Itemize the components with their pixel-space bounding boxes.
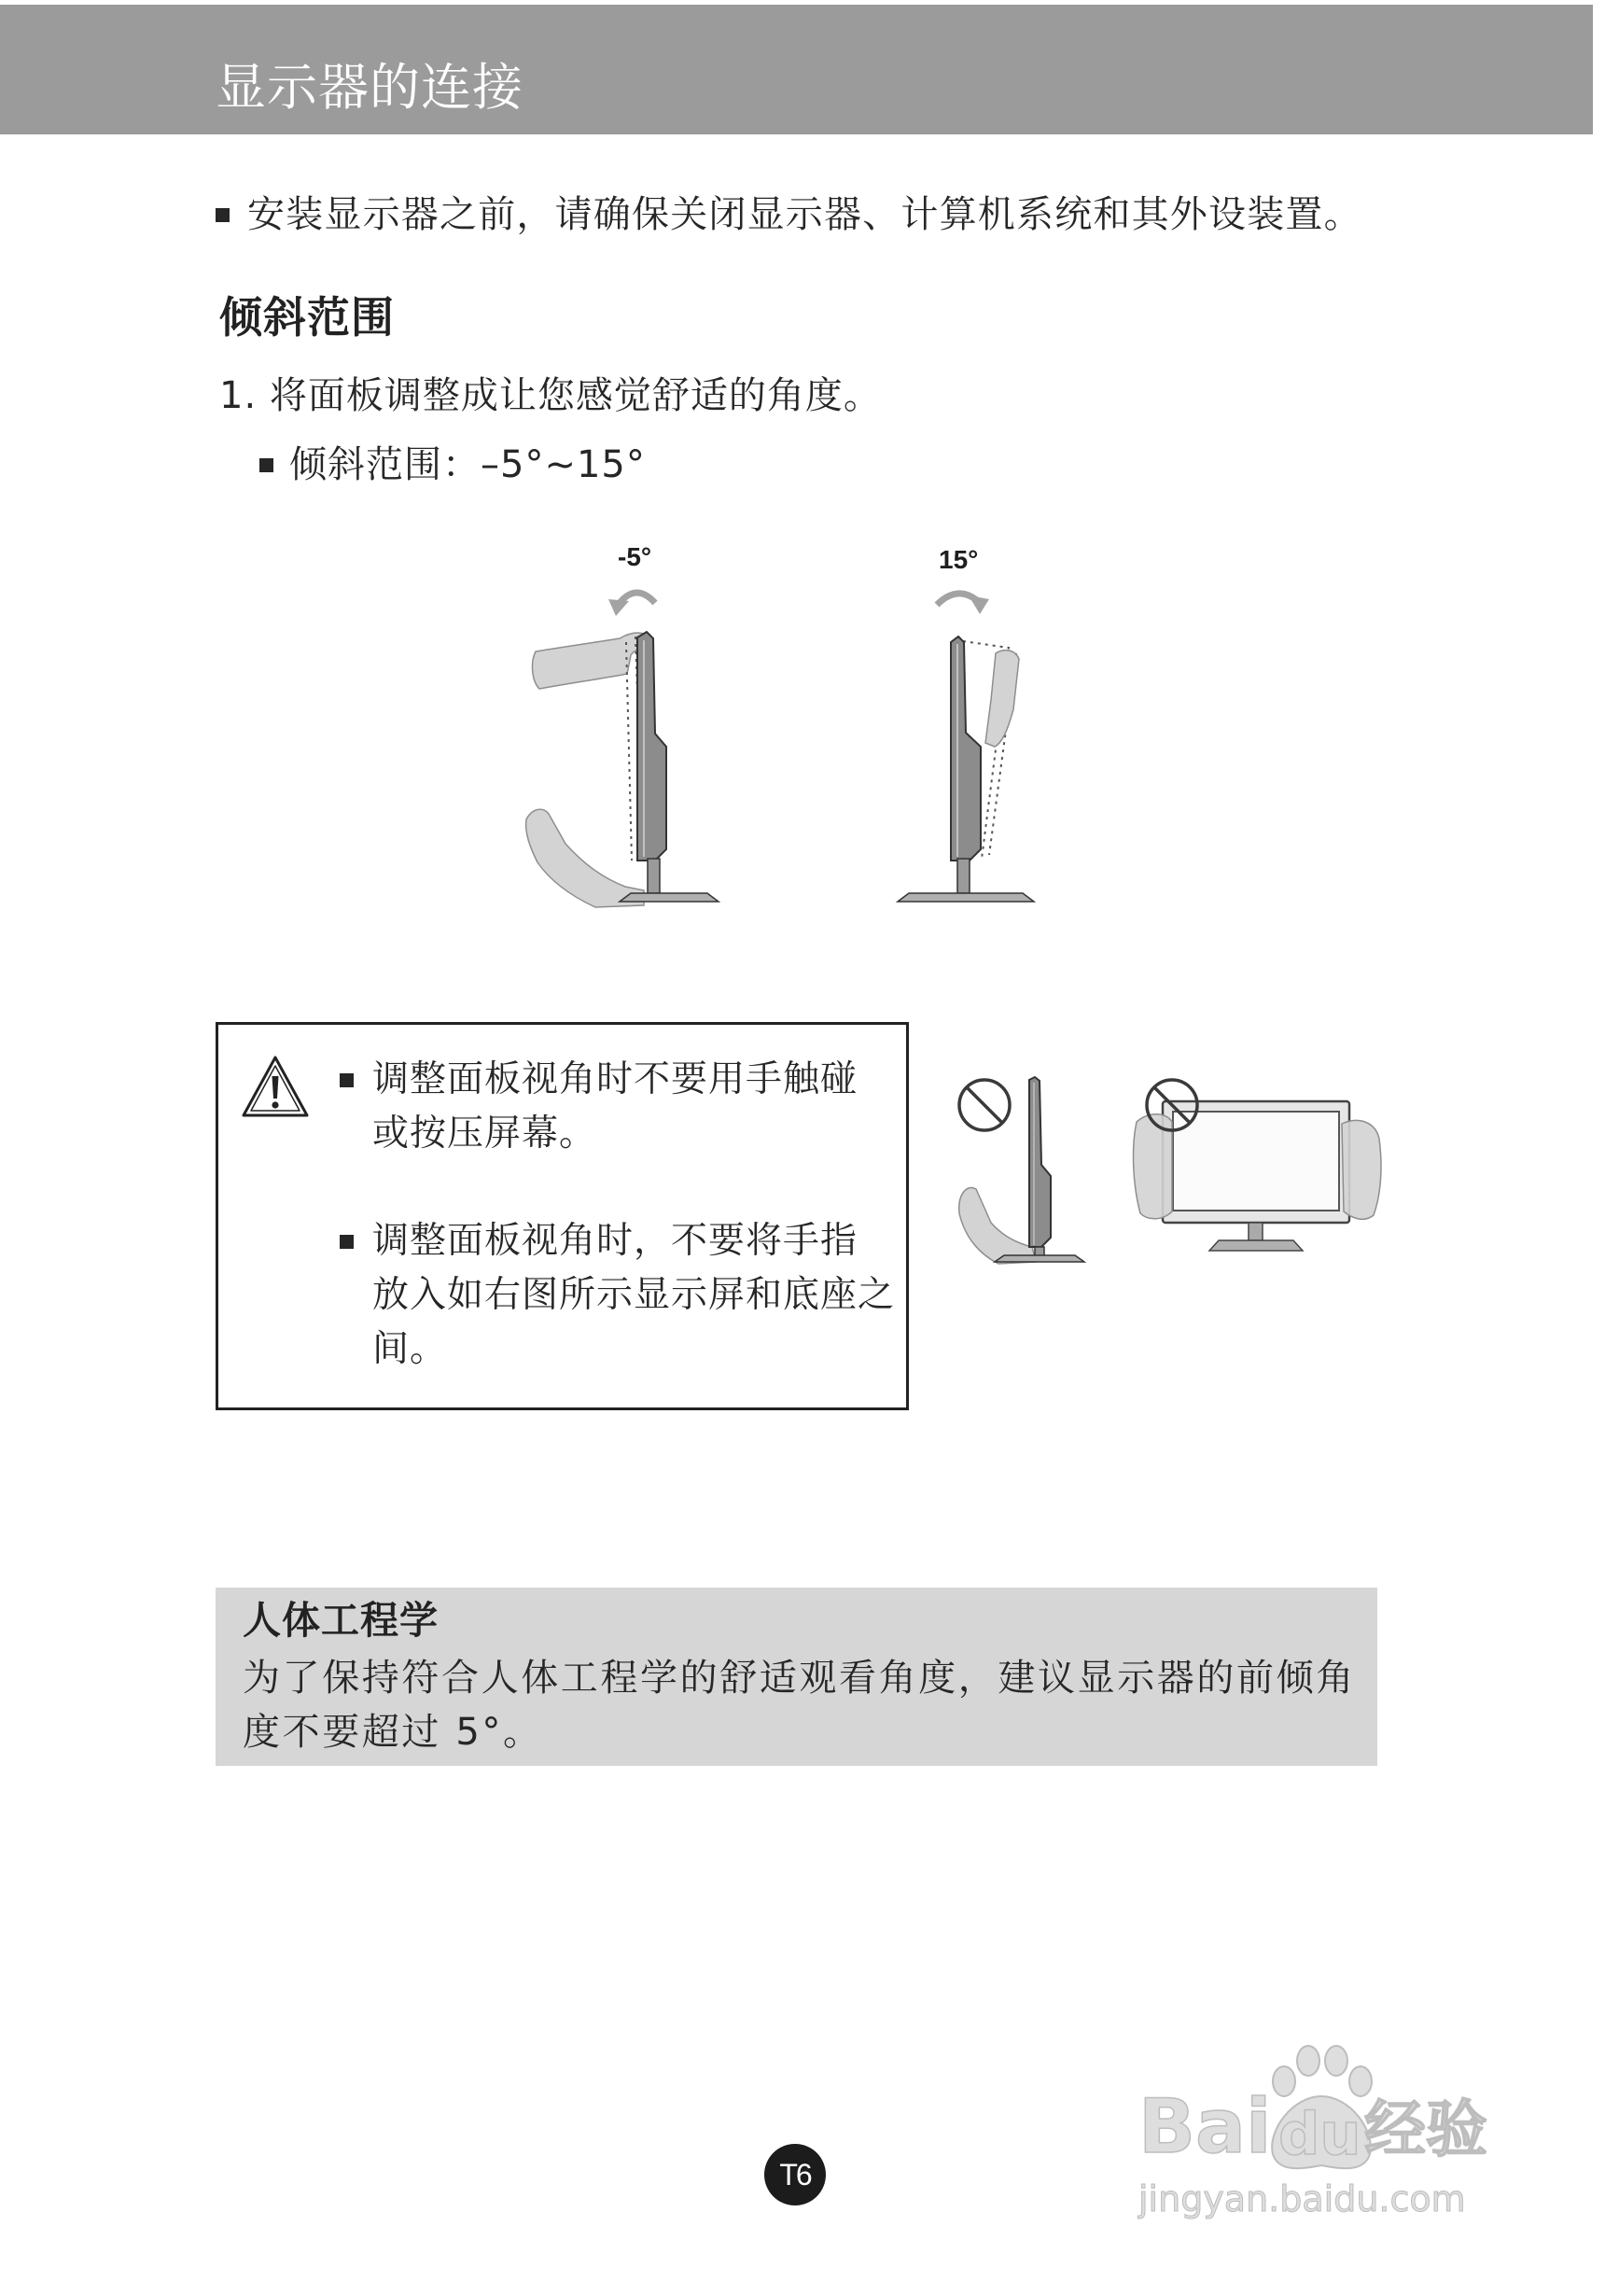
ergonomics-text-line: 度不要超过 5°。 [243, 1711, 543, 1754]
caution-item-line: 或按压屏幕。 [372, 1113, 597, 1155]
hand-bottom-left [526, 809, 644, 907]
monitor-front-no-grip-figure [1134, 1080, 1381, 1251]
hand-top-left [533, 633, 649, 689]
paw-icon [1260, 2044, 1381, 2175]
watermark-brand-du: du [1278, 2100, 1361, 2168]
monitor-panel-side [1029, 1077, 1051, 1247]
monitor-screen [1173, 1112, 1339, 1211]
bullet-square-icon [259, 458, 273, 472]
monitor-neck [648, 859, 660, 893]
tilt-backward-label: 15° [939, 545, 979, 574]
monitor-tilt-forward-figure [526, 542, 719, 907]
monitor-side-no-touch-figure [959, 1077, 1084, 1264]
caution-item-line: 放入如右图所示显示屏和底座之 [372, 1274, 896, 1316]
intro-note-text: 安装显示器之前，请确保关闭显示器、计算机系统和其外设装置。 [247, 193, 1362, 236]
hand-top-right [985, 651, 1019, 747]
watermark-url: jingyan.baidu.com [1138, 2178, 1466, 2219]
prohibited-icon [959, 1080, 1010, 1130]
monitor-neck [957, 859, 970, 893]
page-title: 显示器的连接 [216, 58, 523, 117]
caution-item-line: 调整面板视角时，不要将手指 [372, 1220, 858, 1262]
section-heading-tilt-range: 倾斜范围 [219, 292, 395, 343]
caution-item-line: 调整面板视角时不要用手触碰 [372, 1058, 858, 1100]
hand-at-base [959, 1187, 1036, 1264]
caution-item-text [372, 1053, 858, 1161]
rotate-left-arrow-icon [608, 593, 655, 616]
tilt-range-note [259, 441, 646, 489]
step-1-text: 1. 将面板调整成让您感觉舒适的角度。 [219, 374, 882, 417]
rotate-right-arrow-icon [937, 594, 989, 614]
caution-illustration [942, 1064, 1390, 1279]
monitor-neck [1249, 1223, 1263, 1240]
caution-item-line: 间。 [372, 1328, 448, 1370]
page-number-badge [764, 2144, 826, 2205]
monitor-base [1209, 1240, 1303, 1251]
bullet-square-icon [216, 208, 230, 222]
hand-right [1342, 1121, 1381, 1220]
tilt-range-text: 倾斜范围：–5°~15° [289, 443, 646, 486]
monitor-base [898, 893, 1034, 902]
monitor-base [995, 1255, 1084, 1262]
watermark-brand-cn: 经验 [1364, 2093, 1487, 2165]
bullet-square-icon [340, 1073, 354, 1087]
tilt-forward-label: -5° [618, 542, 652, 571]
monitor-panel-side [637, 632, 666, 861]
ergonomics-title: 人体工程学 [243, 1598, 439, 1643]
tilt-illustration [504, 523, 1064, 933]
ergonomics-note [216, 1588, 1377, 1766]
bullet-square-icon [340, 1235, 354, 1249]
warning-triangle-icon [241, 1054, 310, 1119]
caution-item-text [372, 1214, 895, 1377]
ergonomics-text-line: 为了保持符合人体工程学的舒适观看角度，建议显示器的前倾角 [243, 1657, 1356, 1700]
caution-box [216, 1022, 909, 1410]
monitor-tilt-backward-figure [898, 545, 1034, 902]
intro-note [216, 192, 1362, 237]
monitor-base [620, 893, 719, 902]
monitor-panel-side [951, 637, 981, 861]
watermark-brand-text: Bai [1138, 2083, 1272, 2170]
page-number: T6 [779, 2158, 811, 2191]
